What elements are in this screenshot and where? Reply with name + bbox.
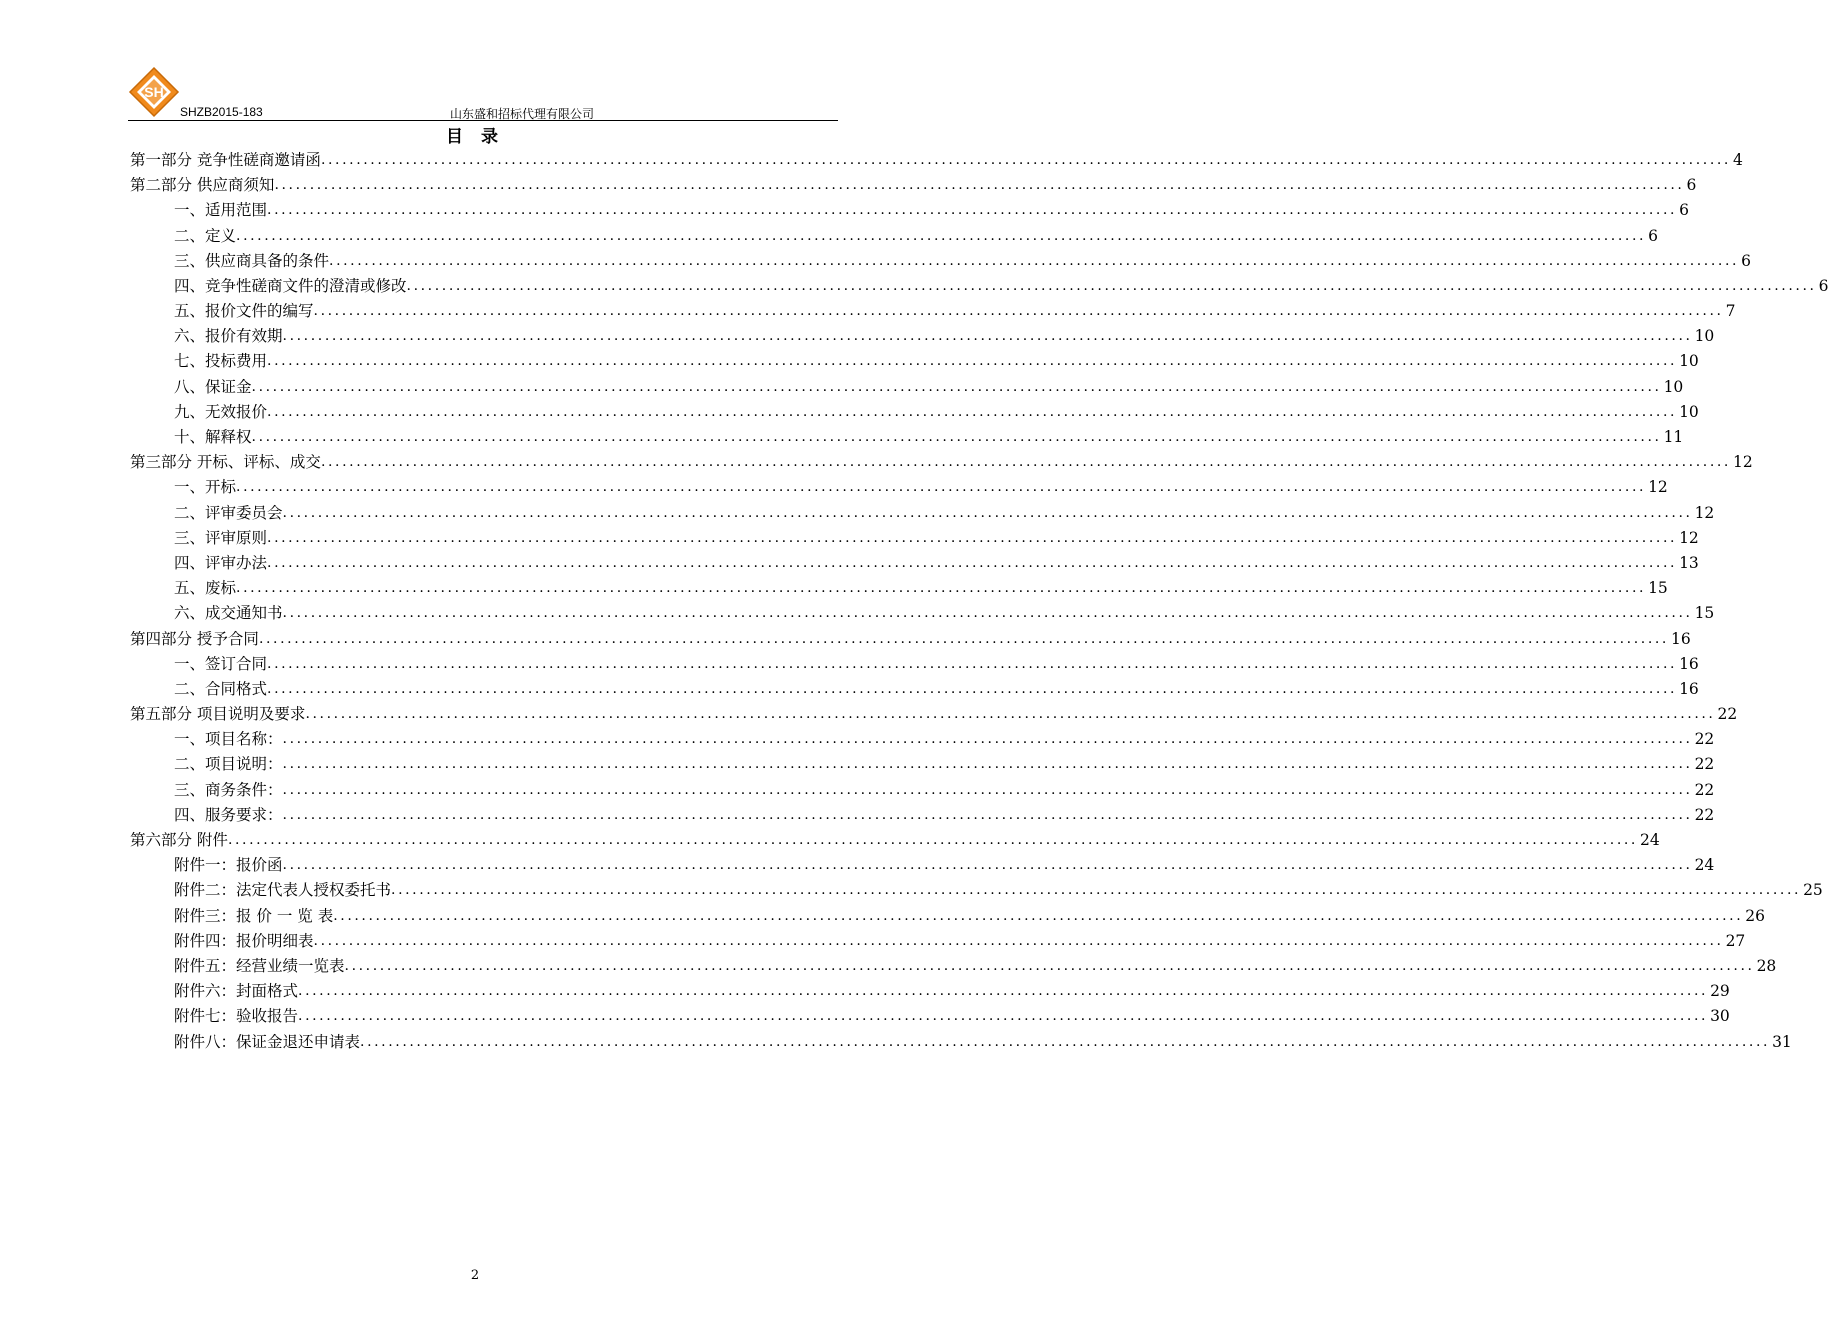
toc-entry[interactable] (130, 501, 1715, 526)
toc-entry[interactable] (130, 148, 1743, 173)
toc-entry[interactable] (130, 375, 1684, 400)
toc-dot-leader: ........................................................................................................................................................................................................ (267, 529, 1678, 546)
toc-dot-leader: ........................................................................................................................................................................................................ (267, 680, 1678, 697)
toc-entry-page: 30 (1710, 1007, 1730, 1026)
toc-dot-leader: ........................................................................................................................................................................................................ (282, 806, 1693, 823)
toc-entry-label: 三、商务条件： (174, 780, 283, 799)
toc-entry[interactable] (130, 878, 1823, 903)
toc-entry-label: 第一部分 竞争性磋商邀请函 (130, 150, 321, 169)
toc-entry[interactable] (130, 425, 1684, 450)
toc-entry[interactable] (130, 249, 1751, 274)
toc-entry-page: 16 (1679, 654, 1699, 673)
toc-entry[interactable] (130, 627, 1691, 652)
toc-entry[interactable] (130, 450, 1753, 475)
toc-entry[interactable] (130, 400, 1699, 425)
toc-entry[interactable] (130, 475, 1668, 500)
toc-dot-leader: ........................................................................................................................................................................................................ (320, 454, 1731, 471)
toc-entry-page: 4 (1732, 150, 1743, 169)
toc-entry-page: 6 (1686, 176, 1697, 195)
toc-dot-leader: ........................................................................................................................................................................................................ (329, 252, 1740, 269)
toc-entry[interactable] (130, 551, 1699, 576)
toc-entry[interactable] (130, 727, 1715, 752)
toc-dot-leader: ........................................................................................................................................................................................................ (282, 731, 1693, 748)
toc-entry-page: 10 (1694, 327, 1715, 346)
toc-entry-page: 6 (1648, 226, 1658, 245)
toc-entry-label: 第六部分 附件 (130, 831, 228, 850)
toc-dot-leader: ........................................................................................................................................................................................................ (298, 983, 1709, 1000)
toc-entry[interactable] (130, 677, 1699, 702)
toc-entry-label: 一、开标 (174, 478, 237, 497)
toc-entry[interactable] (130, 324, 1715, 349)
toc-entry-label: 第二部分 供应商须知 (130, 176, 275, 195)
toc-dot-leader: ........................................................................................................................................................................................................ (236, 227, 1647, 244)
toc-dot-leader: ........................................................................................................................................................................................................ (360, 1033, 1771, 1050)
toc-entry-label: 四、服务要求： (174, 805, 283, 824)
toc-entry-page: 12 (1648, 478, 1668, 497)
toc-entry-page: 10 (1679, 352, 1699, 371)
toc-entry-label: 四、评审办法 (174, 553, 268, 572)
toc-entry-label: 二、项目说明： (174, 755, 283, 774)
toc-dot-leader: ........................................................................................................................................................................................................ (258, 630, 1669, 647)
toc-dot-leader: ........................................................................................................................................................................................................ (391, 882, 1802, 899)
toc-entry-page: 7 (1725, 302, 1736, 321)
toc-entry[interactable] (130, 954, 1777, 979)
toc-entry-label: 六、成交通知书 (174, 604, 283, 623)
toc-entry-label: 第四部分 授予合同 (130, 629, 259, 648)
toc-entry-page: 15 (1694, 604, 1715, 623)
toc-entry-label: 附件五：经营业绩一览表 (174, 956, 345, 975)
toc-dot-leader: ........................................................................................................................................................................................................ (274, 177, 1685, 194)
company-logo-icon (128, 66, 180, 118)
table-of-contents (130, 148, 1828, 1055)
toc-entry[interactable] (130, 173, 1697, 198)
toc-entry-page: 27 (1725, 931, 1746, 950)
toc-entry-page: 12 (1732, 453, 1753, 472)
toc-entry-label: 第五部分 项目说明及要求 (130, 705, 306, 724)
toc-entry-page: 6 (1818, 276, 1828, 295)
document-code: SHZB2015-183 (180, 105, 263, 119)
toc-entry-label: 十、解释权 (174, 428, 252, 447)
toc-dot-leader: ........................................................................................................................................................................................................ (267, 403, 1678, 420)
toc-entry[interactable] (130, 350, 1699, 375)
toc-entry-page: 16 (1679, 679, 1699, 698)
toc-entry-label: 附件六：封面格式 (174, 982, 299, 1001)
toc-entry[interactable] (130, 299, 1736, 324)
toc-entry-page: 22 (1694, 755, 1715, 774)
agency-name: 山东盛和招标代理有限公司 (450, 107, 595, 121)
toc-dot-leader: ........................................................................................................................................................................................................ (267, 202, 1678, 219)
toc-dot-leader: ........................................................................................................................................................................................................ (282, 756, 1693, 773)
toc-entry[interactable] (130, 828, 1660, 853)
header-rule (128, 120, 838, 121)
toc-dot-leader: ........................................................................................................................................................................................................ (267, 554, 1678, 571)
toc-entry-label: 附件八：保证金退还申请表 (174, 1032, 361, 1051)
toc-entry-page: 15 (1648, 579, 1668, 598)
toc-entry-label: 八、保证金 (174, 377, 252, 396)
toc-entry-page: 24 (1639, 831, 1660, 850)
toc-entry-page: 10 (1679, 402, 1699, 421)
toc-entry[interactable] (130, 929, 1746, 954)
toc-entry-page: 12 (1694, 503, 1715, 522)
toc-entry-page: 25 (1803, 881, 1823, 900)
toc-entry-label: 附件三：报 价 一 览 表 (174, 906, 334, 925)
toc-entry-page: 6 (1741, 251, 1751, 270)
toc-entry-page: 10 (1663, 377, 1684, 396)
toc-entry-label: 四、竞争性磋商文件的澄清或修改 (174, 276, 407, 295)
toc-dot-leader: ........................................................................................................................................................................................................ (320, 151, 1731, 168)
toc-dot-leader: ........................................................................................................................................................................................................ (406, 277, 1817, 294)
toc-entry[interactable] (130, 1004, 1730, 1029)
toc-entry-label: 五、报价文件的编写 (174, 302, 314, 321)
toc-entry[interactable] (130, 803, 1715, 828)
toc-dot-leader: ........................................................................................................................................................................................................ (298, 1008, 1709, 1025)
page-number: 2 (470, 1268, 480, 1283)
toc-dot-leader: ........................................................................................................................................................................................................ (282, 328, 1693, 345)
toc-entry-page: 12 (1679, 528, 1699, 547)
toc-entry-label: 附件二：法定代表人授权委托书 (174, 881, 392, 900)
toc-entry-page: 11 (1663, 428, 1684, 447)
toc-entry-page: 22 (1694, 780, 1715, 799)
toc-entry[interactable] (130, 198, 1689, 223)
toc-entry-label: 三、评审原则 (174, 528, 268, 547)
toc-dot-leader: ........................................................................................................................................................................................................ (267, 353, 1678, 370)
toc-dot-leader: ........................................................................................................................................................................................................ (282, 781, 1693, 798)
toc-entry[interactable] (130, 904, 1765, 929)
toc-entry-label: 六、报价有效期 (174, 327, 283, 346)
toc-title: 目 录 (446, 127, 504, 147)
toc-entry-page: 16 (1670, 629, 1691, 648)
toc-entry[interactable] (130, 753, 1715, 778)
toc-entry-label: 一、适用范围 (174, 201, 268, 220)
toc-entry-label: 一、签订合同 (174, 654, 268, 673)
toc-entry-page: 13 (1679, 553, 1699, 572)
toc-entry[interactable] (130, 652, 1699, 677)
toc-dot-leader: ........................................................................................................................................................................................................ (282, 504, 1693, 521)
toc-entry-page: 24 (1694, 856, 1715, 875)
toc-dot-leader: ........................................................................................................................................................................................................ (305, 706, 1716, 723)
toc-dot-leader: ........................................................................................................................................................................................................ (333, 907, 1744, 924)
toc-dot-leader: ........................................................................................................................................................................................................ (282, 857, 1693, 874)
toc-dot-leader: ........................................................................................................................................................................................................ (251, 429, 1662, 446)
toc-entry[interactable] (130, 778, 1715, 803)
toc-dot-leader: ........................................................................................................................................................................................................ (227, 832, 1638, 849)
toc-entry-label: 七、投标费用 (174, 352, 268, 371)
toc-entry[interactable] (130, 576, 1668, 601)
svg-text:SH: SH (144, 84, 164, 100)
toc-entry-page: 26 (1745, 906, 1765, 925)
toc-dot-leader: ........................................................................................................................................................................................................ (313, 932, 1724, 949)
toc-entry-label: 第三部分 开标、评标、成交 (130, 453, 321, 472)
toc-entry-page: 22 (1717, 705, 1738, 724)
toc-entry-label: 二、定义 (174, 226, 237, 245)
toc-entry[interactable] (130, 702, 1738, 727)
toc-entry-label: 附件七：验收报告 (174, 1007, 299, 1026)
toc-entry-page: 22 (1694, 805, 1715, 824)
toc-dot-leader: ........................................................................................................................................................................................................ (344, 957, 1755, 974)
toc-entry-page: 6 (1679, 201, 1689, 220)
toc-entry[interactable] (130, 526, 1699, 551)
toc-entry-label: 五、废标 (174, 579, 237, 598)
toc-entry-label: 附件一：报价函 (174, 856, 283, 875)
toc-entry[interactable] (130, 1030, 1792, 1055)
toc-entry-label: 一、项目名称： (174, 730, 283, 749)
toc-entry[interactable] (130, 274, 1828, 299)
toc-entry-label: 三、供应商具备的条件 (174, 251, 330, 270)
toc-entry[interactable] (130, 853, 1715, 878)
toc-entry-label: 二、评审委员会 (174, 503, 283, 522)
toc-entry-page: 28 (1756, 956, 1777, 975)
toc-dot-leader: ........................................................................................................................................................................................................ (313, 303, 1724, 320)
toc-entry-page: 22 (1694, 730, 1715, 749)
toc-entry[interactable] (130, 601, 1715, 626)
toc-entry[interactable] (130, 979, 1730, 1004)
toc-entry-page: 29 (1710, 982, 1730, 1001)
toc-dot-leader: ........................................................................................................................................................................................................ (236, 479, 1647, 496)
toc-entry[interactable] (130, 224, 1658, 249)
page-header (128, 62, 838, 122)
toc-entry-label: 二、合同格式 (174, 679, 268, 698)
toc-dot-leader: ........................................................................................................................................................................................................ (282, 605, 1693, 622)
toc-dot-leader: ........................................................................................................................................................................................................ (267, 655, 1678, 672)
toc-entry-page: 31 (1772, 1032, 1792, 1051)
toc-dot-leader: ........................................................................................................................................................................................................ (236, 580, 1647, 597)
toc-entry-label: 附件四：报价明细表 (174, 931, 314, 950)
toc-entry-label: 九、无效报价 (174, 402, 268, 421)
toc-dot-leader: ........................................................................................................................................................................................................ (251, 378, 1662, 395)
